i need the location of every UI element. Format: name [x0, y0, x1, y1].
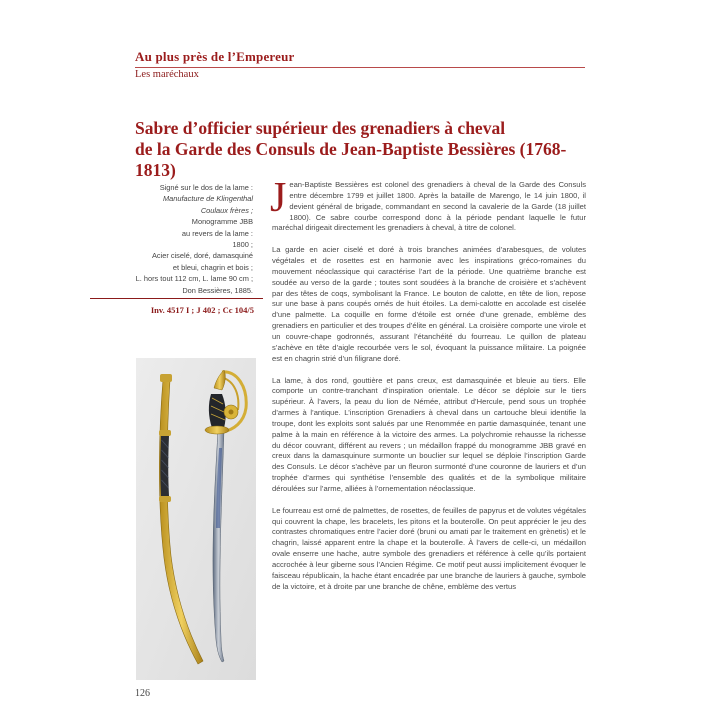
caption-line: Don Bessières, 1885. [182, 285, 253, 295]
object-caption [90, 182, 253, 296]
caption-line: Monogramme JBB [191, 217, 253, 227]
body-paragraph [270, 175, 586, 234]
caption-line: Signé sur le dos de la lame : [159, 183, 253, 192]
body-paragraph: Le fourreau est orné de palmettes, de rosettes, de feuilles de papyrus et de volutes végétales qui couvrent la chape, les bracelets, les pitons et la bouterolle. On peut apprécier le jeu des contrastes chromatiques entre l’acier doré (bruni ou amati par le traitement en grènetis) et le chagrin, laissé apparent entre la chape et la bouterolle. À l’avers de celle-ci, un médaillon ovale enserre une hache, autre symbole des grenadiers et référence à celle qu’ils portaient accrochée à leur giberne sous l’Ancien Régime. Ce motif peut aussi implicitement évoquer le faisceau républicain, la hache étant encadrée par une branche de lauriers à gauche, symbole de la victoire, et à droite par une branche de chêne, emblème des vertus [272, 505, 586, 591]
caption-line: Acier ciselé, doré, damasquiné [151, 251, 253, 261]
sabre-photograph [136, 358, 256, 680]
article-title-line-2: de la Garde des Consuls de Jean-Baptiste Bessières (1768-1813) [135, 139, 567, 180]
paragraph-text: ean-Baptiste Bessières est colonel des grenadiers à cheval de la Garde des Consuls entre décembre 1799 et juillet 1800. Après la bataille de Marengo, le 14 juin 1800, il devient général de brigade, commandant en second la cavalerie de la Garde (18 juillet 1800). Ce sabre courbe correspond donc à la période pendant laquelle le futur maréchal dirigeait directement les grenadiers à cheval, à titre de colonel. [272, 180, 586, 233]
caption-line: au revers de la lame : [181, 228, 253, 238]
caption-line: et bleui, chagrin et bois ; [172, 262, 253, 272]
body-paragraph: La lame, à dos rond, gouttière et pans creux, est damasquinée et bleuie au tiers. Elle comporte un contre-tranchant d’inspiration orientale. Le décor se déploie sur le tiers supérieur. À l’avers, la peau du lion de Némée, attribut d’Hercule, pend sous un trophée d’armes à l’antique. L’inscription Grenadiers à cheval dans un cartouche bleui identifie la troupe, dont les exploits sont salués par une Renommée en partie damasquinée, tenant une palme à la main en référence à la victoire des armes. La polychromie rehausse la richesse du décor couvrant, différent au revers ; un médaillon frappé du monogramme JBB gravé en creux dans la damasquinure surmonte un bouclier sur lequel se déploie l’inscription Garde des Consuls. Le décor s’achève par un fleuron surmonté d’une couronne de lauriers et d’un trophée d’armes qui synthétise l’ensemble des qualités et de la symbolique militaire déroulées sur l’arme, alliées à l’ornementation néoclassique. [272, 375, 586, 493]
inventory-number: Inv. 4517 I ; J 402 ; Cc 104/5 [150, 305, 254, 315]
running-header-subtitle: Les maréchaux [135, 69, 199, 80]
caption-line: L. hors tout 112 cm, L. lame 90 cm ; [135, 274, 253, 284]
article-title [135, 118, 605, 181]
article-body [270, 175, 586, 604]
caption-line: Manufacture de Klingenthal [163, 194, 253, 204]
header-divider [135, 67, 585, 68]
caption-divider [90, 298, 263, 299]
caption-line: Coulaux frères ; [200, 205, 253, 215]
caption-line: 1800 ; [232, 240, 253, 250]
body-paragraph: La garde en acier ciselé et doré à trois branches animées d’arabesques, de volutes végétales et de rosettes est en harmonie avec les inspirations gréco-romaines du mouvement néoclassique qui caractérise l’art de la période. Une quatrième branche est soudée au verso de la garde ; toutes sont soudées à la branche de croisière et s’achèvent par des têtes de coqs, symbolisant la France. Le bouton de calotte, en tête de lion, repose sur une base à pans coupés ornés de huit étoiles. La demi-calotte en accolade est ciselée d’une palmette. La coquille en forme d’étoile est ornée d’une grenade, emblème des grenadiers en particulier et des troupes d’élite en général. La croisière comporte une virole et un couvre-chape godronnés, assurant l’étanchéité du fourreau. Le quillon de plateau s’achève en tête d’aigle recourbée vers le sol, évoquant la puissance militaire. La poignée est en chagrin strié d’un filigrane doré. [272, 245, 586, 363]
article-title-line-1: Sabre d’officier supérieur des grenadiers à cheval [135, 118, 506, 138]
running-header-title: Au plus près de l’Empereur [135, 49, 295, 64]
drop-cap: J [270, 175, 287, 221]
page-number: 126 [135, 688, 150, 699]
